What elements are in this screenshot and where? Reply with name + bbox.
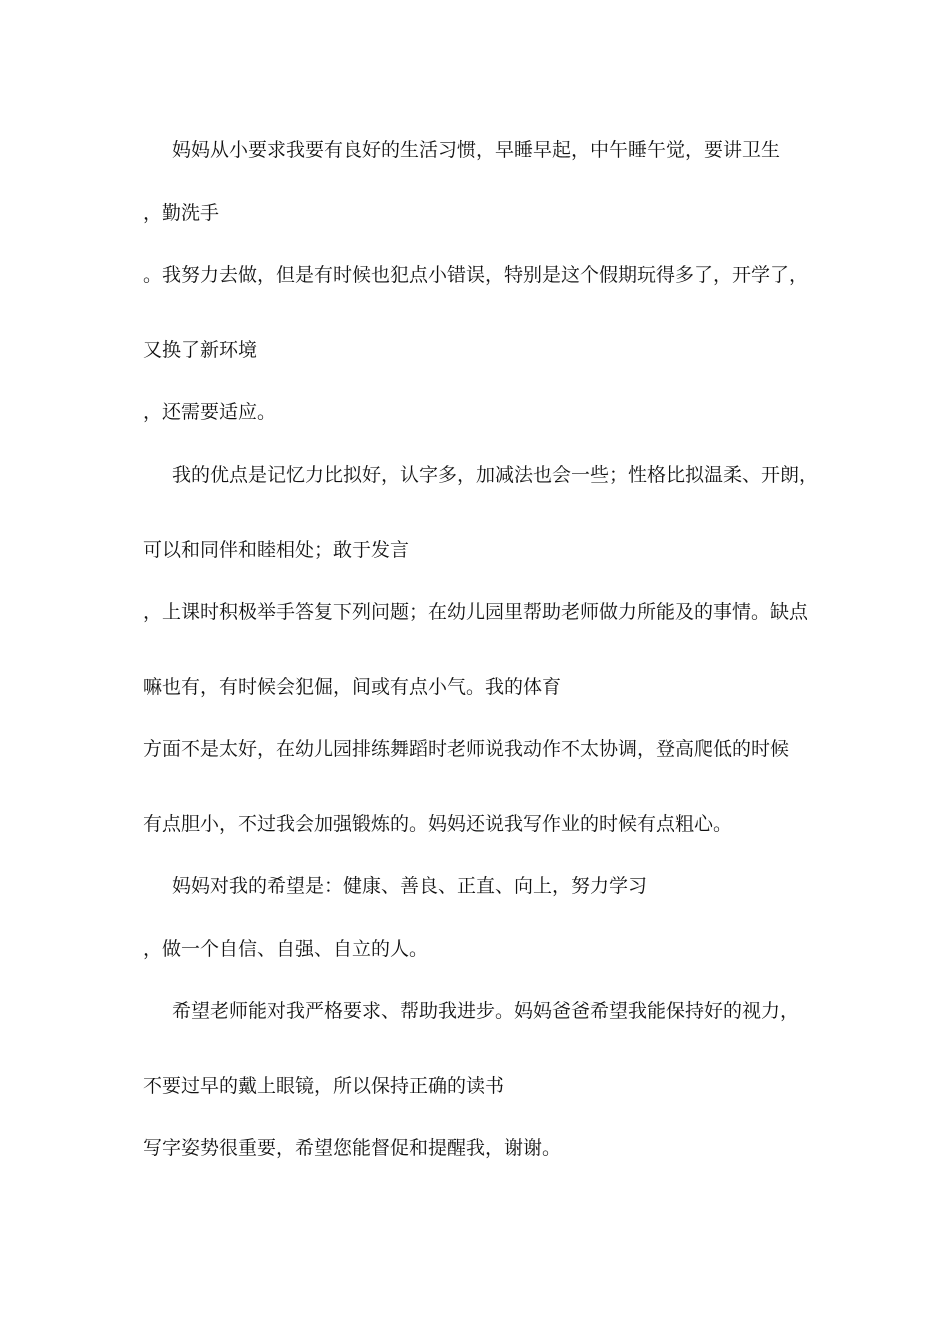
paragraph-4-line-1: 希望老师能对我严格要求、帮助我进步。妈妈爸爸希望我能保持好的视力，: [172, 1000, 800, 1022]
paragraph-2-line-2: 可以和同伴和睦相处；敢于发言: [143, 539, 410, 561]
paragraph-2-line-5: 方面不是太好，在幼儿园排练舞蹈时老师说我动作不太协调，登高爬低的时候: [143, 738, 790, 760]
paragraph-1-line-5: ，还需要适应。: [143, 401, 277, 423]
paragraph-2-line-3: ，上课时积极举手答复下列问题；在幼儿园里帮助老师做力所能及的事情。缺点: [143, 601, 809, 623]
paragraph-1-line-2: ，勤洗手: [143, 202, 220, 224]
paragraph-2-line-6: 有点胆小，不过我会加强锻炼的。妈妈还说我写作业的时候有点粗心。: [143, 813, 733, 835]
paragraph-4-line-2: 不要过早的戴上眼镜，所以保持正确的读书: [143, 1075, 505, 1097]
paragraph-3-line-2: ，做一个自信、自强、自立的人。: [143, 938, 429, 960]
paragraph-4-line-3: 写字姿势很重要，希望您能督促和提醒我，谢谢。: [143, 1137, 562, 1159]
paragraph-2-line-4: 嘛也有，有时候会犯倔，间或有点小气。我的体育: [143, 676, 562, 698]
paragraph-2-line-1: 我的优点是记忆力比拟好，认字多，加减法也会一些；性格比拟温柔、开朗，: [172, 464, 819, 486]
paragraph-1-line-3: 。我努力去做，但是有时候也犯点小错误，特别是这个假期玩得多了，开学了，: [143, 264, 809, 286]
paragraph-3-line-1: 妈妈对我的希望是：健康、善良、正直、向上，努力学习: [172, 875, 648, 897]
paragraph-1-line-1: 妈妈从小要求我要有良好的生活习惯，早睡早起，中午睡午觉，要讲卫生: [172, 139, 781, 161]
paragraph-1-line-4: 又换了新环境: [143, 339, 258, 361]
